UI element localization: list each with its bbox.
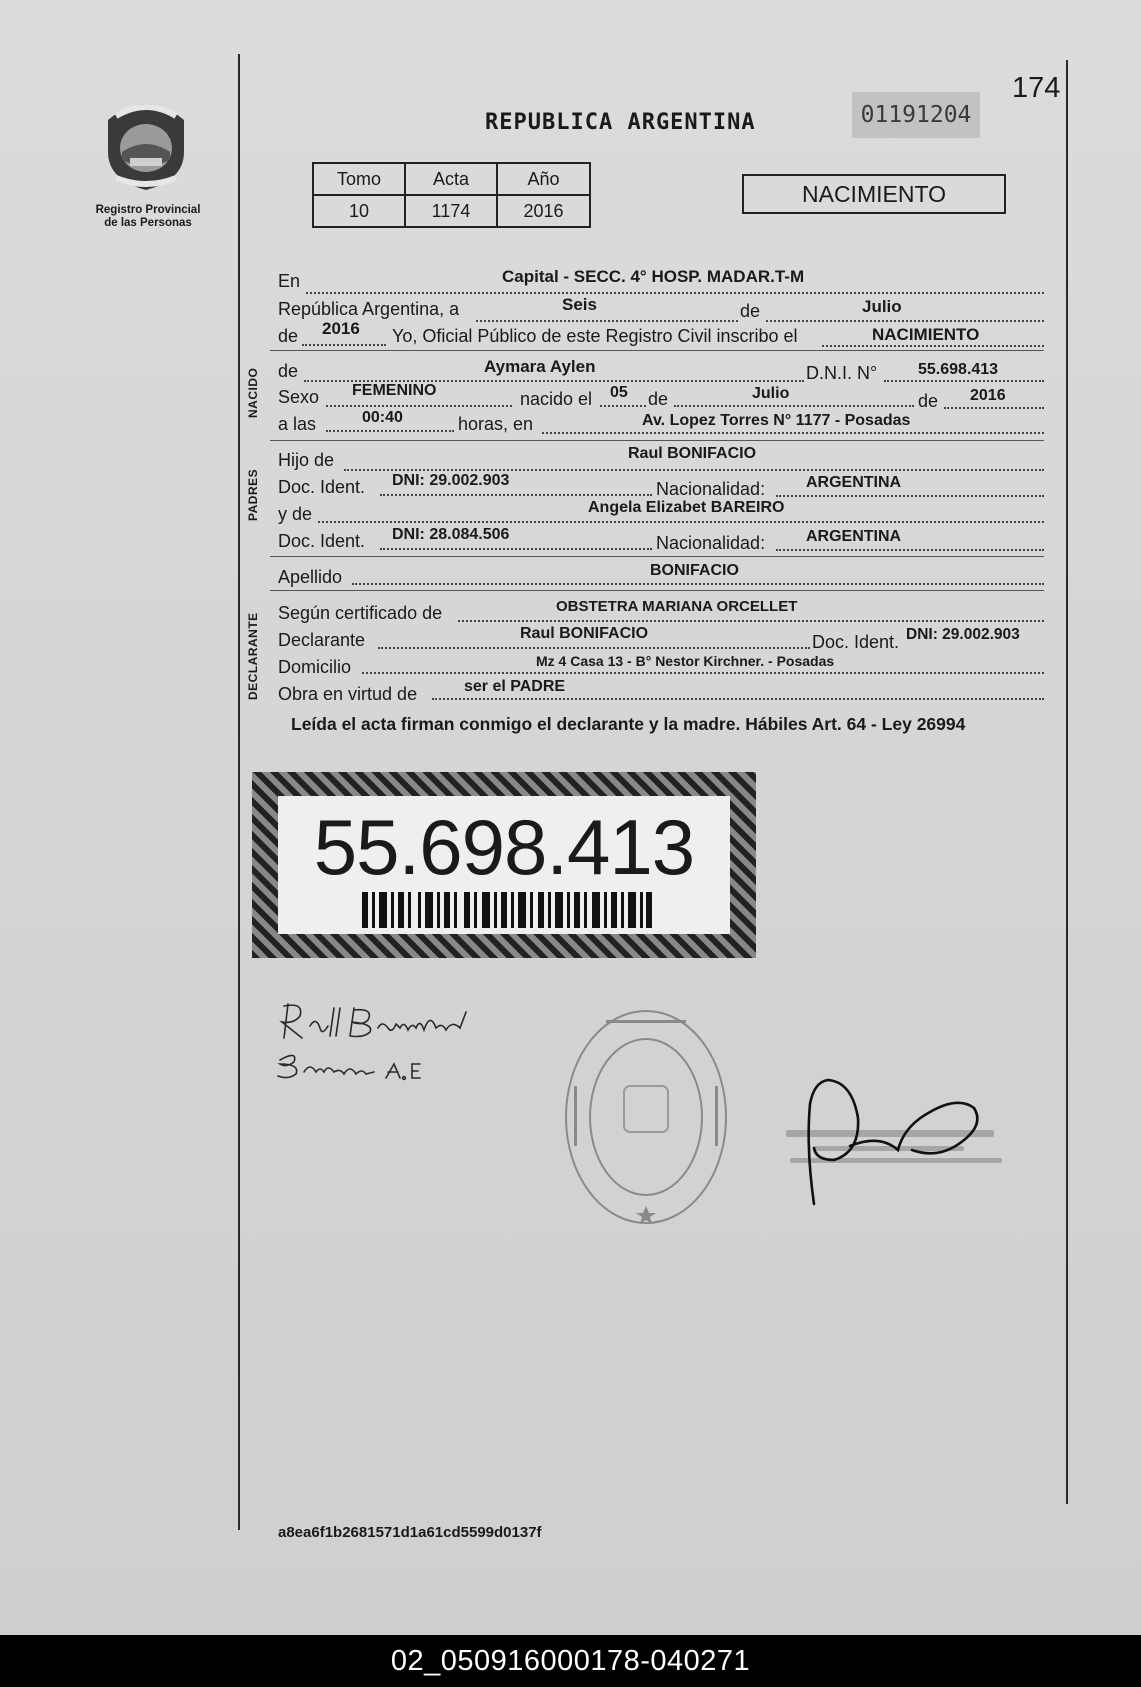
decl-doc-value: DNI: 29.002.903 (906, 626, 1020, 643)
sexo-label: Sexo (278, 387, 320, 407)
father-doc-label: Doc. Ident. (278, 477, 366, 497)
left-margin-rule (238, 54, 240, 1530)
side-label-nacido: NACIDO (246, 367, 260, 418)
dom-label: Domicilio (278, 657, 352, 677)
document-hash: a8ea6f1b2681571d1a61cd5599d0137f (278, 1524, 542, 1541)
place-value: Av. Lopez Torres N° 1177 - Posadas (642, 412, 911, 429)
official-stamp-icon (562, 1006, 730, 1228)
day-value: Seis (562, 295, 597, 314)
de3-label: de (278, 361, 299, 381)
mother-dotted-line (318, 521, 1044, 523)
barcode-icon (362, 892, 652, 928)
cert-dotted-line (458, 620, 1044, 622)
dni-sticker-number: 55.698.413 (313, 803, 695, 891)
closing-statement: Leída el acta firman conmigo el declarante y la madre. Hábiles Art. 64 - Ley 26994 (291, 714, 966, 734)
sexo-dotted-line (326, 405, 512, 407)
dni-label: D.N.I. N° (806, 363, 878, 383)
act-type-box: NACIMIENTO (742, 174, 1006, 214)
registry-header-ano: Año (497, 163, 590, 195)
time-dotted-line (326, 430, 454, 432)
decl-dotted-line (378, 647, 810, 649)
cert-label: Según certificado de (278, 603, 443, 623)
en-value: Capital - SECC. 4° HOSP. MADAR.T-M (502, 267, 805, 286)
decl-name-value: Raul BONIFACIO (520, 625, 649, 642)
mother-nat-value: ARGENTINA (806, 528, 902, 545)
registry-value-tomo: 10 (313, 195, 405, 227)
dni-sticker-inner (278, 796, 730, 934)
birth-month-value: Julio (752, 385, 790, 402)
de-label: de (740, 301, 761, 321)
en-dotted-line (306, 292, 1044, 294)
registry-name-line2: de las Personas (104, 217, 192, 229)
apellido-dotted-line (352, 583, 1044, 585)
registry-header-acta: Acta (405, 163, 497, 195)
registry-name (78, 204, 218, 230)
registry-value-row (313, 195, 590, 227)
nacido-label: nacido el (520, 389, 593, 409)
parents-signature-icon (270, 998, 490, 1098)
alas-label: a las (278, 414, 317, 434)
time-value: 00:40 (362, 409, 403, 426)
father-nat-value: ARGENTINA (806, 474, 902, 491)
father-dotted-line (344, 469, 1044, 471)
registry-header-tomo: Tomo (313, 163, 405, 195)
decl-doc-label: Doc. Ident. (812, 632, 900, 652)
place-dotted-line (542, 432, 1044, 434)
apellido-value: BONIFACIO (650, 562, 739, 579)
registry-name-line1: Registro Provincial (95, 204, 201, 216)
birth-day-dotted-line (600, 405, 646, 407)
inscribo-dotted-line (822, 345, 1044, 347)
mother-nat-label: Nacionalidad: (656, 533, 766, 553)
year-value: 2016 (322, 319, 360, 338)
republica-label: República Argentina, a (278, 299, 460, 319)
yde-label: y de (278, 504, 313, 524)
section-divider-nacido-top (270, 350, 1044, 351)
obra-label: Obra en virtud de (278, 684, 418, 704)
side-label-padres: PADRES (246, 468, 260, 521)
section-divider-apellido-top (270, 556, 1044, 557)
apellido-label: Apellido (278, 567, 343, 587)
registry-value-ano: 2016 (497, 195, 590, 227)
inscribo-value: NACIMIENTO (872, 325, 980, 344)
sexo-value: FEMENINO (352, 382, 437, 399)
section-divider-declarante-top (270, 590, 1044, 591)
birth-year-value: 2016 (970, 387, 1006, 404)
page-number: 174 (1012, 72, 1061, 104)
obra-value: ser el PADRE (464, 678, 566, 695)
month-value: Julio (862, 297, 902, 316)
side-label-declarante: DECLARANTE (246, 612, 260, 700)
decl-label: Declarante (278, 630, 366, 650)
mother-doc-label: Doc. Ident. (278, 531, 366, 551)
dom-dotted-line (362, 672, 1044, 674)
serial-number: 01191204 (852, 92, 980, 138)
father-doc-dotted-line (380, 494, 652, 496)
dni-sticker (252, 772, 756, 958)
coat-of-arms-icon (100, 92, 192, 192)
day-dotted-line (476, 320, 738, 322)
official-signature-icon (780, 1068, 1020, 1208)
registry-value-acta: 1174 (405, 195, 497, 227)
dni-value: 55.698.413 (918, 361, 999, 378)
mother-doc-value: DNI: 28.084.506 (392, 526, 510, 543)
father-doc-value: DNI: 29.002.903 (392, 472, 510, 489)
section-divider-padres-top (270, 440, 1044, 441)
father-nat-dotted-line (776, 495, 1044, 497)
father-nat-label: Nacionalidad: (656, 479, 766, 499)
mother-doc-dotted-line (380, 548, 652, 550)
mother-name-value: Angela Elizabet BAREIRO (588, 499, 785, 516)
de2-label: de (278, 326, 299, 346)
en-label: En (278, 271, 301, 291)
year-dotted-line (302, 344, 386, 346)
mother-nat-dotted-line (776, 549, 1044, 551)
father-name-value: Raul BONIFACIO (628, 445, 757, 462)
dom-value: Mz 4 Casa 13 - B° Nestor Kirchner. - Posadas (536, 653, 835, 669)
horas-label: horas, en (458, 414, 534, 434)
child-name-value: Aymara Aylen (484, 357, 596, 376)
cert-value: OBSTETRA MARIANA ORCELLET (556, 598, 798, 615)
de5-label: de (918, 391, 939, 411)
yo-label: Yo, Oficial Público de este Registro Civil inscribo el (392, 326, 798, 346)
birth-day-value: 05 (610, 384, 628, 401)
month-dotted-line (766, 320, 1044, 322)
birth-month-dotted-line (674, 405, 914, 407)
obra-dotted-line (432, 698, 1044, 700)
de4-label: de (648, 389, 669, 409)
hijo-label: Hijo de (278, 450, 335, 470)
right-margin-rule (1066, 60, 1068, 1504)
birth-year-dotted-line (944, 407, 1044, 409)
document-title: REPUBLICA ARGENTINA (485, 110, 756, 135)
footer-file-id: 02_050916000178-040271 (0, 1635, 1141, 1687)
dni-dotted-line (884, 380, 1044, 382)
registry-header-row (313, 163, 590, 195)
registry-table (312, 162, 591, 228)
